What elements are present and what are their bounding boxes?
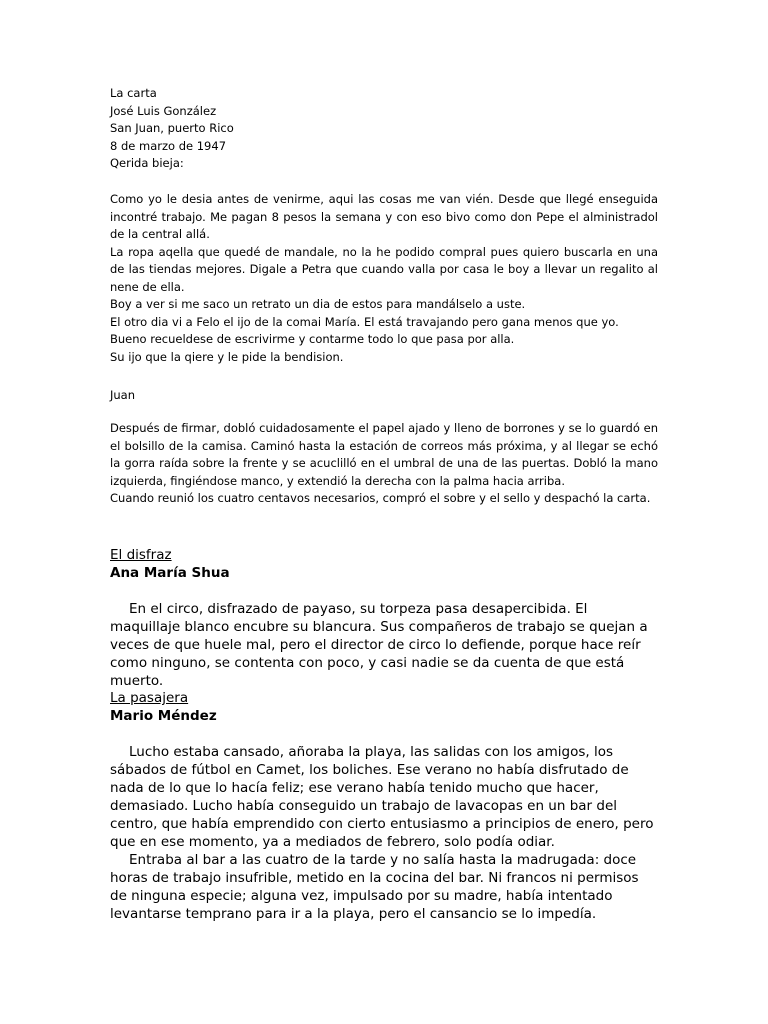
disfraz-section bbox=[110, 546, 655, 690]
letter-line: Su ijo que la qiere y le pide la bendision. bbox=[110, 349, 344, 364]
letter-salutation: Qerida bieja: bbox=[110, 156, 184, 170]
closing-line: Cuando reunió los cuatro centavos necesarios, compró el sobre y el sello y despachó la carta. bbox=[110, 491, 651, 505]
letter-paragraph: Como yo le desia antes de venirme, aqui las cosas me van vién. Desde que llegé enseguida incontré trabajo. Me pagan 8 pesos la semana y con eso bivo como don Pepe el alministradol de la central allá. bbox=[110, 192, 658, 241]
story-author: Mario Méndez bbox=[110, 708, 217, 724]
narration-paragraph: Después de firmar, dobló cuidadosamente el papel ajado y lleno de borrones y se lo guardó en el bolsillo de la camisa. Caminó hasta la estación de correos más próxima, y al llegar se echó la gorra raída sobre la frente y se acuclilló en el umbral de una de las puertas. Dobló la mano izquierda, fingiéndose manco, y extendió la derecha con la palma hacia arriba. bbox=[110, 421, 658, 488]
letter-line: El otro dia vi a Felo el ijo de la comai María. El está travajando pero gana menos que yo. bbox=[110, 314, 619, 329]
story-paragraph: Entraba al bar a las cuatro de la tarde y no salía hasta la madrugada: doce horas de trabajo insufrible, metido en la cocina del bar. Ni francos ni permisos de ninguna especie; alguna vez, impulsado por su madre, había intentado levantarse temprano para ir a la playa, pero el cansancio se lo impedía. bbox=[110, 852, 639, 922]
letter-title: La carta bbox=[110, 86, 157, 100]
letter-paragraph: La ropa aqella que quedé de mandale, no la he podido compral pues quiero buscarla en una de las tiendas mejores. Digale a Petra que cuando valla por casa le boy a llevar un regalito al nene de ella. bbox=[110, 244, 658, 294]
letter-signature: Juan bbox=[110, 388, 136, 402]
letter-line: Boy a ver si me saco un retrato un dia de estos para mandálselo a uste. bbox=[110, 297, 526, 311]
letter-section bbox=[110, 85, 658, 173]
story-title: La pasajera bbox=[110, 690, 189, 706]
letter-author: José Luis González bbox=[110, 103, 217, 118]
letter-date: 8 de marzo de 1947 bbox=[110, 138, 227, 153]
letter-body bbox=[110, 191, 658, 366]
story-title: El disfraz bbox=[110, 547, 172, 563]
story-paragraph: En el circo, disfrazado de payaso, su torpeza pasa desapercibida. El maquillaje blanco encubre su blancura. Sus compañeros de trabajo se quejan a veces de que huele mal, pero el director de circo lo defiende, porque hace reír como ninguno, se contenta con poco, y casi nadie se da cuenta de que está muerto. bbox=[110, 601, 648, 689]
letter-place: San Juan, puerto Rico bbox=[110, 121, 234, 135]
narration-section bbox=[110, 420, 658, 508]
letter-line: Bueno recueldese de escrivirme y contarme todo lo que pasa por alla. bbox=[110, 332, 515, 346]
story-author: Ana María Shua bbox=[110, 565, 230, 581]
story-paragraph: Lucho estaba cansado, añoraba la playa, las salidas con los amigos, los sábados de fútbol en Camet, los boliches. Ese verano no había disfrutado de nada de lo que lo hacía feliz; ese verano había tenido mucho que hacer, demasiado. Lucho había conseguido un trabajo de lavacopas en un bar del centro, que había emprendido con cierto entusiasmo a principios de enero, pero que en ese momento, ya a mediados de febrero, solo podía odiar. bbox=[110, 744, 654, 850]
pasajera-section bbox=[110, 689, 655, 923]
